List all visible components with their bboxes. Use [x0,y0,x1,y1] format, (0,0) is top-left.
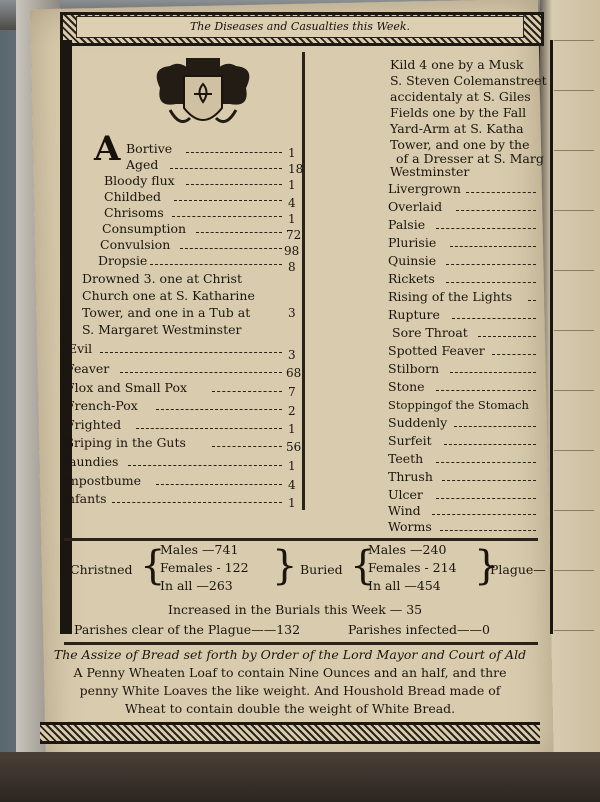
leader-line [112,502,282,503]
assize-rule [64,642,538,645]
christned-females: Females - 122 [160,560,249,575]
entry-chrisoms: Chrisoms [104,205,164,220]
buried-females: Females - 214 [368,560,457,575]
leader-line [466,192,536,193]
leader-line [450,372,536,373]
entry-livergrown: Livergrown [388,181,461,196]
entry-plurisie: Plurisie [388,235,437,250]
entry-thrush: Thrush [388,469,433,484]
count-infants: 1 [288,496,296,510]
count-dropsie: 8 [288,260,296,274]
count-feaver: 68 [286,366,302,380]
buried-males: Males —240 [368,542,447,557]
entry-frighted: Frighted [66,417,122,432]
kild-line-5: Yard-Arm at S. Katha [390,121,524,136]
assize-notice [40,646,540,718]
leader-line [212,446,282,447]
increased-burials: Increased in the Burials this Week — 35 [168,602,423,617]
entry-quinsie: Quinsie [388,253,437,268]
brace-left-buried: { [350,543,376,589]
coat-of-arms-icon [150,58,256,144]
parishes-clear: Parishes clear of the Plague——132 [74,622,301,637]
entry-bortive: Bortive [126,141,173,156]
assize-line-4: Wheat to contain double the weight of White Bread. [124,701,456,716]
kild-line-2: S. Steven Colemanstreet [390,73,547,88]
leader-line [156,409,282,410]
entry-sore-throat: Sore Throat [392,325,468,340]
assize-line-2: A Penny Wheaten Loaf to contain Nine Ounces and an half, and thre [73,665,507,680]
assize-line-3: penny White Loaves the like weight. And Houshold Bread made of [79,683,501,698]
entry-dropsie: Dropsie [98,253,148,268]
entry-bloody-flux: Bloody flux [104,173,175,188]
page-title: The Diseases and Casualties this Week. [76,16,524,38]
drop-cap: A [94,129,121,169]
leader-line [440,530,536,531]
entry-worms: Worms [388,519,432,534]
count-jaundies: 1 [288,459,296,473]
entry-suddenly: Suddenly [388,415,448,430]
count-french-pox: 2 [288,404,296,418]
count-frighted: 1 [288,422,296,436]
footer-border [40,722,540,744]
entry-spotted-feaver: Spotted Feaver [388,343,485,358]
leader-line [436,390,536,391]
entry-flox-small-pox: Flox and Small Pox [66,380,188,395]
entry-stopping-of-the-stomach: Stoppingof the Stomach [388,398,529,412]
leader-line [100,352,282,353]
kild-line-1: Kild 4 one by a Musk [390,57,524,72]
leader-line [452,318,536,319]
entry-jaundies: Jaundies [64,454,119,469]
entry-feaver: Feaver [66,361,110,376]
leader-line [436,462,536,463]
brace-right: } [272,543,298,589]
leader-line [456,210,536,211]
leader-line [442,480,536,481]
count-drowned: 3 [288,306,296,320]
leader-line [450,246,536,247]
leader-line [446,264,536,265]
column-divider [302,52,305,510]
count-impostbume: 4 [288,478,296,492]
entry-stone: Stone [388,379,425,394]
leader-line [454,426,536,427]
entry-impostbume: Impostbume [62,473,142,488]
leader-line [212,391,282,392]
count-convulsion: 98 [284,244,300,258]
count-chrisoms: 1 [288,212,296,226]
leader-line [436,498,536,499]
entry-rising-of-the-lights: Rising of the Lights [388,289,513,304]
assize-line-1: The Assize of Bread set forth by Order of the Lord Mayor and Court of Ald [53,647,527,662]
entry-overlaid: Overlaid [388,199,443,214]
count-griping-in-the-guts: 56 [286,440,302,454]
entry-evil: Evil [68,341,93,356]
kild-line-6: Tower, and one by the [390,137,530,152]
entry-palsie: Palsie [388,217,426,232]
entry-griping-in-the-guts: Griping in the Guts [64,435,186,450]
leader-line [446,282,536,283]
count-bortive: 1 [288,146,296,160]
leader-line [120,372,282,373]
drowned-line-3: Tower, and one in a Tub at [82,305,251,320]
leader-line [172,216,282,217]
entry-rupture: Rupture [388,307,440,322]
leader-line [196,232,282,233]
entry-french-pox: French-Pox [66,398,138,413]
count-aged: 18 [288,162,304,176]
leader-line [174,200,282,201]
leader-line [170,168,282,169]
leader-line [528,300,536,301]
kild-line-7: of a Dresser at S. Marg [396,151,544,166]
brace-left: { [140,543,166,589]
christned-males: Males —741 [160,542,239,557]
entry-surfeit: Surfeit [388,433,432,448]
summary-rule [64,538,538,541]
leader-line [432,514,536,515]
kild-line-4: Fields one by the Fall [390,105,527,120]
entry-wind: Wind [388,503,421,518]
count-consumption: 72 [286,228,302,242]
parishes-infected: Parishes infected——0 [348,622,490,637]
drowned-line-4: S. Margaret Westminster [82,322,242,337]
buried-label: Buried [300,562,343,577]
leader-line [150,264,282,265]
count-childbed: 4 [288,196,296,210]
christned-label: Christned [70,562,133,577]
kild-line-8: Westminster [390,164,470,179]
count-bloody-flux: 1 [288,178,296,192]
count-evil: 3 [288,348,296,362]
count-flox-small-pox: 7 [288,385,296,399]
leader-line [436,228,536,229]
drowned-line-2: Church one at S. Katharine [82,288,255,303]
christned-all: In all —263 [160,578,233,593]
kild-line-3: accidentaly at S. Giles [390,89,531,104]
background-floor [0,752,600,802]
leader-line [186,184,282,185]
entry-consumption: Consumption [102,221,187,236]
leader-line [180,248,282,249]
entry-convulsion: Convulsion [100,237,171,252]
leader-line [478,336,536,337]
drowned-line-1: Drowned 3. one at Christ [82,271,242,286]
entry-stilborn: Stilborn [388,361,440,376]
entry-infants: Infants [62,491,107,506]
leader-line [128,465,282,466]
leader-line [492,354,536,355]
entry-teeth: Teeth [388,451,424,466]
brace-right-buried: } [474,543,500,589]
entry-rickets: Rickets [388,271,435,286]
leader-line [136,428,282,429]
leader-line [186,152,282,153]
leader-line [156,484,282,485]
leader-line [444,444,536,445]
plague-label: Plague— [490,562,546,577]
entry-ulcer: Ulcer [388,487,423,502]
buried-all: In all —454 [368,578,441,593]
entry-childbed: Childbed [104,189,162,204]
entry-aged: Aged [126,157,159,172]
